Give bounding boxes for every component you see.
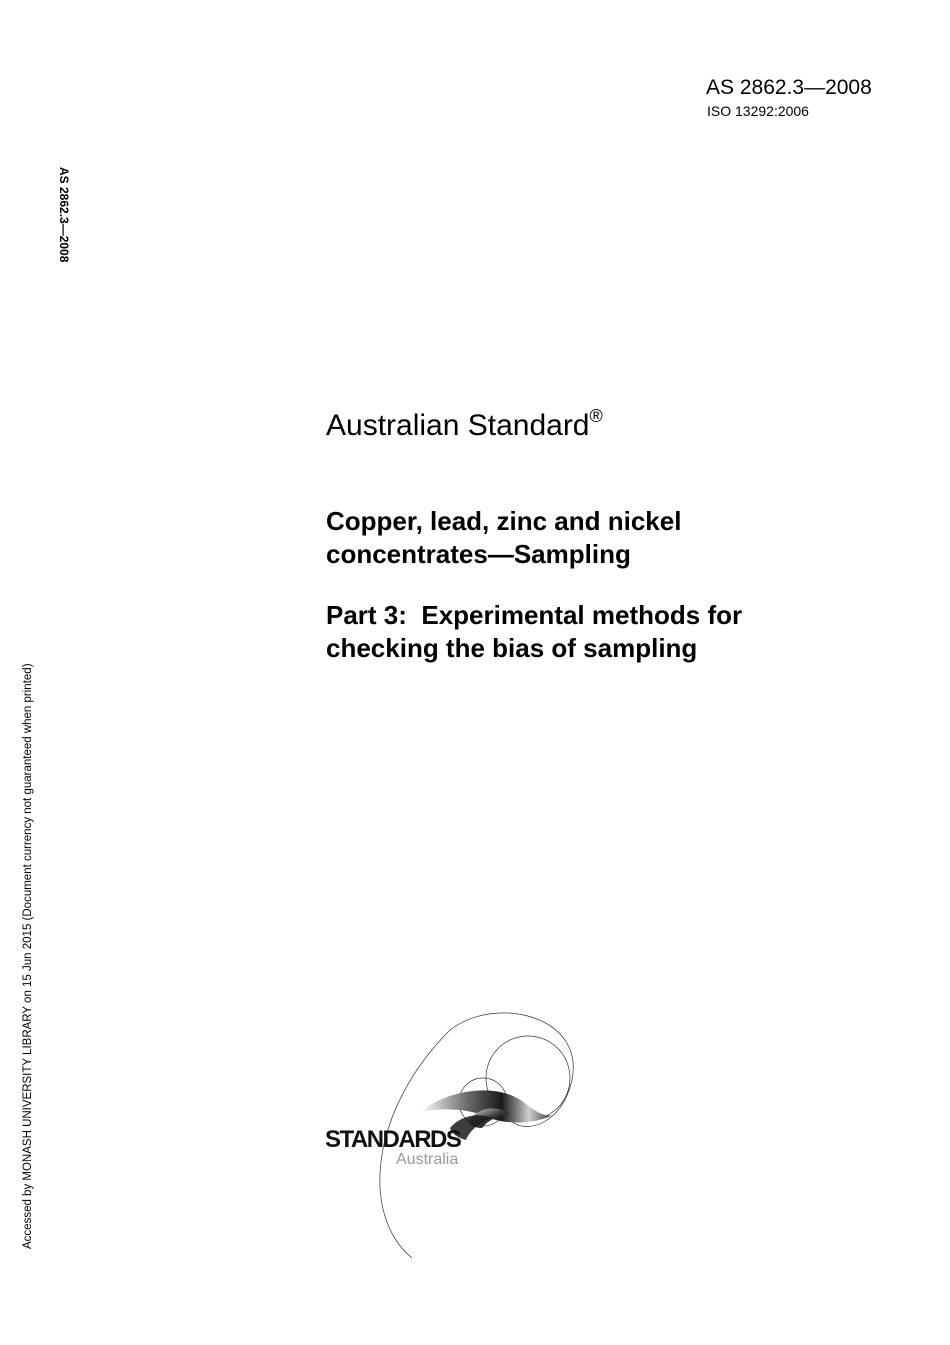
title-line: Copper, lead, zinc and nickel: [326, 506, 682, 536]
title-line: concentrates—Sampling: [326, 539, 631, 569]
logo-wordmark-australia: Australia: [396, 1151, 459, 1168]
registered-mark: ®: [589, 406, 603, 426]
document-code: AS 2862.3—2008: [706, 76, 872, 99]
access-margin-note: Accessed by MONASH UNIVERSITY LIBRARY on 15 Jun 2015 (Document currency not guaranteed when printed): [22, 663, 34, 1249]
document-subtitle: [326, 599, 886, 665]
standard-type-label: Australian Standard: [326, 409, 590, 442]
iso-code: ISO 13292:2006: [707, 103, 809, 119]
spine-document-code: AS 2862.3—2008: [57, 167, 71, 263]
subtitle-line: Part 3: Experimental methods for: [326, 600, 743, 630]
logo-wordmark-standards: STANDARDS: [325, 1126, 461, 1153]
subtitle-line: checking the bias of sampling: [326, 633, 698, 663]
standard-type-heading: [326, 400, 603, 444]
document-title: [326, 505, 886, 571]
